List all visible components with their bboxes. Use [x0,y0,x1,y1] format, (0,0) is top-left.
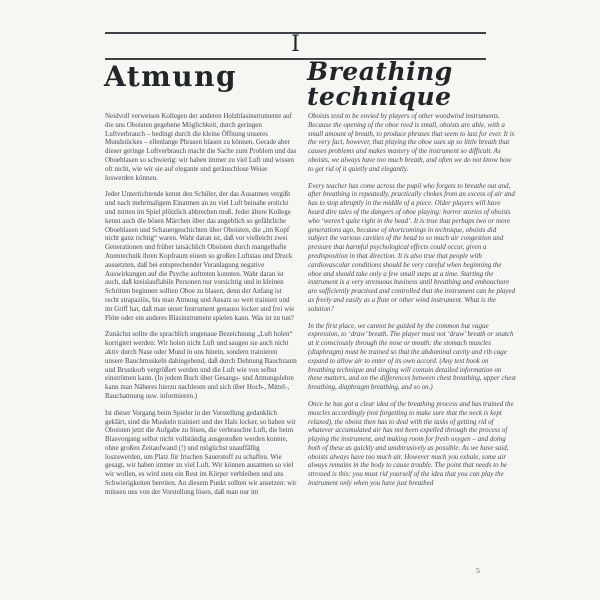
english-chapter-title: Breathing technique [307,57,453,111]
english-paragraph-3: In the first place, we cannot be guided by the common but vague expression, to ‘draw’ breath. The player must not ‘draw’ breath or snatch at it consciously through the nose or mouth: the stomach muscles (diaphragm) must be trained so that the abdominal cavity and rib cage expand to allow air to enter of its own accord. (Any text book on breathing technique and singing will contain detailed information on these matters, and on the differences between chest breathing, upper chest breathing, diaphragm breathing, and so on.) [308,321,516,392]
english-text-column [308,112,516,496]
german-chapter-title: Atmung [104,60,238,93]
page-number: 5 [476,566,480,575]
chapter-numeral: I [291,32,300,57]
german-paragraph-4: Ist dieser Vorgang beim Spieler in der Vorstellung gedanklich geklärt, sind die Muskeln trainiert und der Hals locker, so haben wir Oboisten jetzt die Aufgabe zu lösen, die verbrauchte Luft, die beim Blasvorgang selbst nicht vollständig ausgestoßen werden konnte, ohne großen Zeitaufwand (!) und möglichst unauffällig loszuwerden, um Platz für frischen Sauerstoff zu schaffen. Wie gesagt, wir haben immer zu viel Luft. Wir können ausatmen so viel wir wollen, es wird stets ein Rest im Körper verbleiben und uns Schwierigkeiten bereiten. An diesem Punkt sollten wir ansetzen: wir müssen uns von der Vorstellung lösen, daß man nur im [105,408,297,496]
english-paragraph-1: Oboists tend to be envied by players of other woodwind instruments. Because the opening of the oboe reed is small, oboists are able, with a small amount of breath, to produce phrases that seem to last for ever. It is the very fact, however, that playing the oboe uses up so little breath that causes problems and makes mastery of the instrument so difficult. As oboists, we always have too much breath, and often we do not know how to get rid of it quietly and elegantly. [308,112,515,173]
german-text-column [105,112,297,505]
german-paragraph-2: Jeder Unterrichtende kennt den Schüler, der das Ausatmen vergißt und nach mehrmaligem Einatmen an zu viel Luft beinahe erstickt und mitten im Spiel plötzlich abbrechen muß. Jeder ältere Kollege kennt auch die bösen Märchen über das angeblich so gefährliche Oboeblasen und Schauergeschichten über Oboisten, die „im Kopf nicht ganz richtig“ waren. Wahr daran ist, daß vor vielleicht zwei Generationen und früher tatsächlich Oboisten durch mangelhafte Atemtechnik ihren Kopfraum einem so großen Luftstau und Druck aussetzten, daß bei entsprechender Veranlagung negative Auswirkungen auf die Psyche auftreten konnten. Wahr daran ist auch, daß kreislauflabile Personen nur vorsichtig und in kleinen Schritten beginnen sollten Oboe zu blasen, denn der Anfang ist recht strapaziös, bis man Atmung und Ansatz so weit trainiert und im Griff hat, daß man unser Instrument genauso locker und frei wie Flöte oder ein anderes Blasinstrument spielen kann. Was ist zu tun? [105,190,295,322]
english-paragraph-2: Every teacher has come across the pupil who forgets to breathe out and, after breathing in repeatedly, practically chokes from an excess of air and has to stop abruptly in the middle of a piece. Older players will have heard dire tales of the dangers of oboe playing: horror stories of oboists who ‘weren’t quite right in the head’. It is true that perhaps two or more generations ago, because of shortcomings in technique, oboists did subject the various cavities of the head to so much air congestion and pressure that harmful psychological effects could occur, given a predisposition in that direction. It is also true that people with cardiovascular conditions should be very careful when beginning the oboe and should take only a few small steps at a time. Starting the instrument is a very strenuous business until breathing and embouchure are sufficiently practised and controlled that the instrument can be played as freely and easily as a flute or other wind instrument. What is the solution? [308,181,516,313]
english-paragraph-4: Once he has got a clear idea of the breathing process and has trained the muscles accordingly (not forgetting to make sure that the neck is kept relaxed), the oboist then has to deal with the tasks of getting rid of whatever accumulated air has not been expelled through the process of playing the instrument, and making room for fresh oxygen – and doing both of these as quickly and unobtrusively as possible. As we have said, oboists always have too much air. However much you exhale, some air always remains in the body to cause trouble. The point that needs to be stressed is this: you must rid yourself of the idea that you can play the instrument only when you have just breathed [308,399,514,488]
german-paragraph-3: Zunächst sollte die sprachlich ungenaue Bezeichnung „Luft holen“ korrigiert werden: Wir holen nicht Luft und saugen sie auch nicht aktiv durch Nase oder Mund in uns hinein, sondern trainieren unsere Bauchmuskeln dahingehend, daß durch Dehnung Bauchraum und Brustkorb vergrößert werden und die Luft wie von selbst einströmen kann. (In jedem Buch über Gesangs- und Atmungslehre kann man Näheres hierzu nachlesen und sich über Hoch-, Mittel-, Bauchatmung usw. informieren.) [105,330,297,400]
german-paragraph-1: Neidvoll verweisen Kollegen der anderen Holzblasinstrumente auf die uns Oboisten gegebene Möglichkeit, durch geringen Luftverbrauch – bedingt durch die kleine Öffnung unseres Mundstückes – ellenlange Phrasen blasen zu können. Gerade aber dieser geringe Luftverbrauch macht die Sache zum Problem und das Oboeblasen so schwierig: wir haben immer zu viel Luft und wissen oft nicht, wie wir sie auf elegante und geräuschlose Weise loswerden können. [105,112,297,182]
